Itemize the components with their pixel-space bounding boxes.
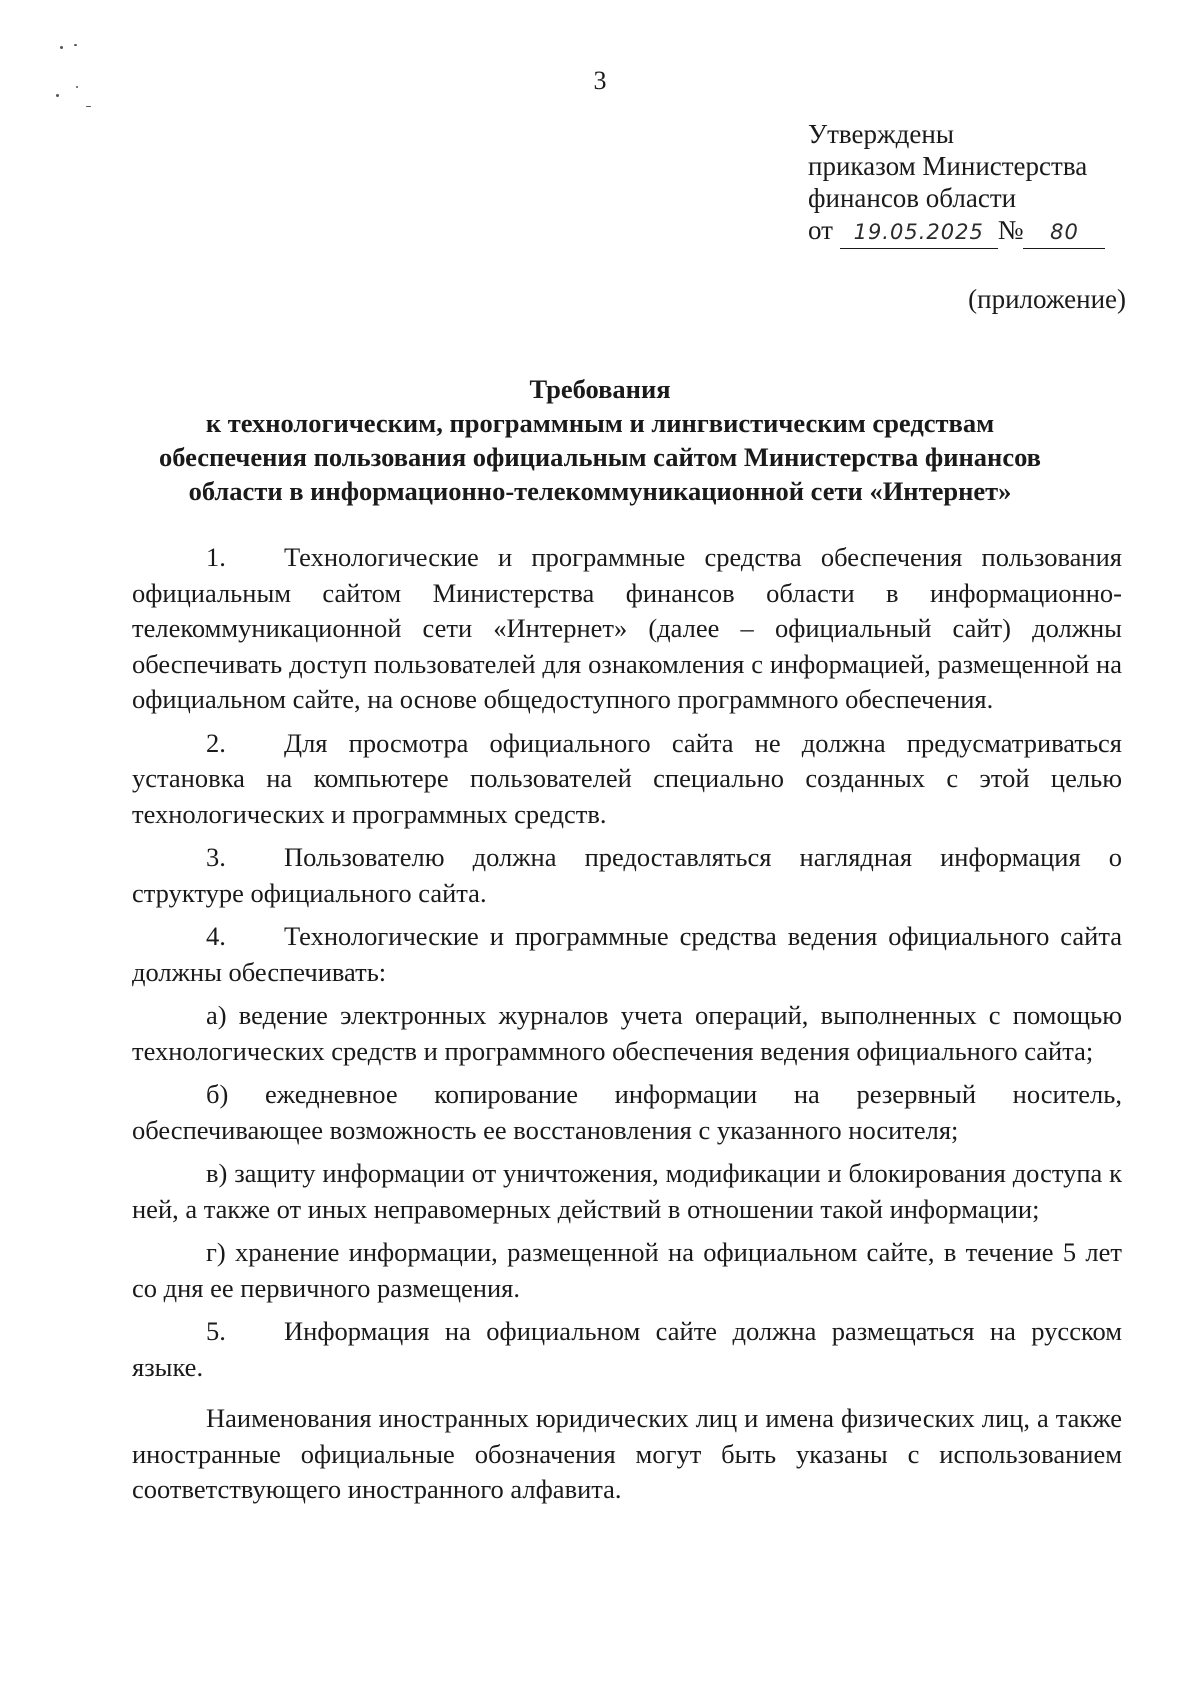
approval-line-1: Утверждены — [808, 119, 954, 149]
heading-line-3: обеспечения пользования официальным сайтом Министерства финансов — [159, 442, 1041, 472]
item-text: Информация на официальном сайте должна размещаться на русском языке. — [132, 1316, 1122, 1382]
item-text: Технологические и программные средства обеспечения пользования официальным сайтом Министерства финансов области в информационно-телекоммуникационной сети «Интернет» (далее – официальный сайт) должны обеспечивать доступ пользователей для ознакомления с информацией, размещенной на официальном сайте, на основе общедоступного программного обеспечения. — [132, 542, 1122, 714]
handwritten-order-number: 80 — [1050, 220, 1079, 244]
item-number: 2. — [206, 727, 226, 758]
subitem-a: а) ведение электронных журналов учета операций, выполненных с помощью технологических средств и программного обеспечения ведения официального сайта; — [132, 1000, 1122, 1066]
paragraph-item-3 — [132, 840, 1122, 911]
paragraph-item-4 — [132, 919, 1122, 990]
number-sign: № — [997, 215, 1024, 245]
appendix-label: (приложение) — [968, 284, 1126, 314]
item-text: Пользователю должна предоставляться наглядная информация о структуре официального сайта. — [132, 842, 1122, 908]
date-field — [840, 214, 998, 249]
item-number: 1. — [206, 542, 226, 572]
paragraph-item-5 — [132, 1314, 1122, 1385]
heading-title: Требования — [529, 374, 671, 404]
approval-date-line — [808, 214, 1105, 249]
subitem-d: г) хранение информации, размещенной на официальном сайте, в течение 5 лет со дня ее первичного размещения. — [132, 1237, 1122, 1303]
item-number: 4. — [206, 921, 226, 951]
order-number-field — [1023, 214, 1105, 249]
paragraph-note: Наименования иностранных юридических лиц и имена физических лиц, а также иностранные официальные обозначения могут быть указаны с использованием соответствующего иностранного алфавита. — [132, 1403, 1122, 1504]
paragraph-item-2 — [132, 726, 1122, 833]
document-body — [132, 540, 1122, 1516]
approval-line-3: финансов области — [808, 183, 1017, 213]
date-prefix: от — [808, 215, 833, 245]
subitem-c: в) защиту информации от уничтожения, модификации и блокирования доступа к ней, а также от иных неправомерных действий в отношении такой информации; — [132, 1158, 1122, 1224]
approval-line-2: приказом Министерства — [808, 151, 1088, 181]
item-text: Технологические и программные средства ведения официального сайта должны обеспечивать: — [132, 921, 1122, 987]
approval-stamp — [808, 118, 1105, 249]
item-number: 3. — [206, 842, 226, 872]
heading-line-4: области в информационно-телекоммуникационной сети «Интернет» — [188, 476, 1012, 506]
page-number: 3 — [593, 66, 607, 95]
heading-line-2: к технологическим, программным и лингвистическим средствам — [205, 408, 995, 438]
paragraph-item-1 — [132, 540, 1122, 718]
document-heading — [120, 372, 1080, 508]
item-number: 5. — [206, 1316, 226, 1346]
item-text: Для просмотра официального сайта не должна предусматриваться установка на компьютере пользователей специально созданных с этой целью технологических и программных средств. — [132, 727, 1122, 829]
subitem-b: б) ежедневное копирование информации на резервный носитель, обеспечивающее возможность ее восстановления с указанного носителя; — [132, 1079, 1122, 1145]
handwritten-date: 19.05.2025 — [853, 220, 984, 244]
